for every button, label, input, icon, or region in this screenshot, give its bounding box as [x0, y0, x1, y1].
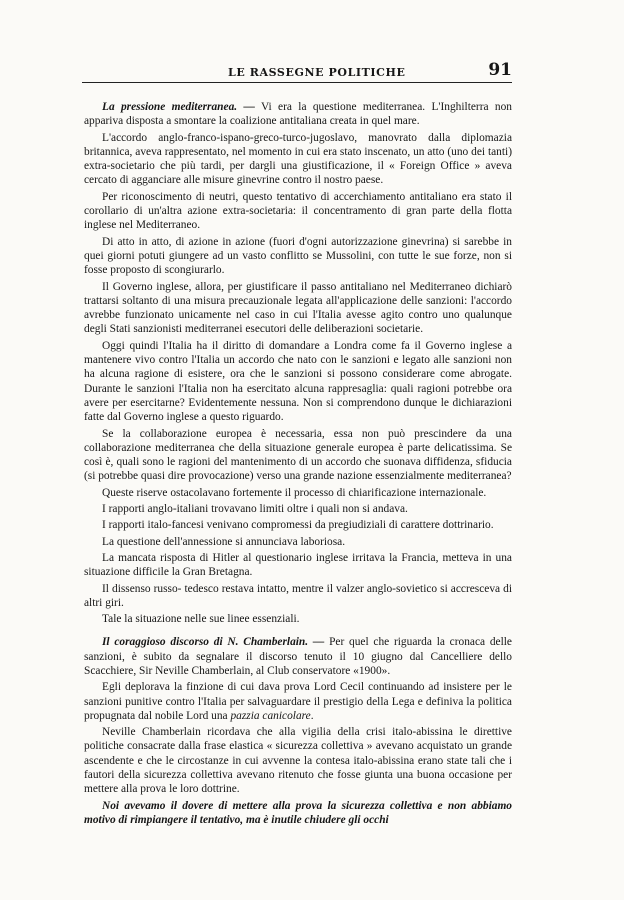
paragraph: La mancata risposta di Hitler al questionario inglese irritava la Francia, metteva in una situazione difficile la Gran Bretagna. [84, 551, 512, 579]
section-title-chamberlain: Il coraggioso discorso di N. Chamberlain. — [102, 636, 325, 649]
paragraph: Per riconoscimento di neutri, questo tentativo di accerchiamento antitaliano era stato il corollario di un'altra azione extra-societaria: il concentramento di gran parte della flotta inglese nel Mediterraneo. [84, 190, 512, 232]
paragraph: La questione dell'annessione si annunciava laboriosa. [102, 535, 346, 548]
paragraph: Queste riserve ostacolavano fortemente il processo di chiarificazione internazionale. [102, 486, 487, 499]
paragraph: Se la collaborazione europea è necessaria, essa non può prescindere da una collaborazione mediterranea che della situazione generale europea è parte delicatissima. Se così è, quali sono le ragioni del mantenimento di un accordo che suonava diffidenza, sfiducia (si potrebbe quasi dire provocazione) verso una grande nazione essenzialmente mediterranea? [84, 427, 512, 483]
quoted-statement: Noi avevamo il dovere di mettere alla prova la sicurezza collettiva e non abbiamo motivo di rimpiangere il tentativo, ma è inutile chiudere gli occhi [84, 799, 512, 826]
running-title: LE RASSEGNE POLITICHE [228, 66, 406, 79]
paragraph: La pressione mediterranea. — Vi era la questione mediterranea. L'Inghilterra non appariva disposta a smontare la coalizione antitaliana creata in quel mare. [84, 101, 512, 128]
paragraph: Il dissenso russo- tedesco restava intatto, mentre il valzer anglo-sovietico si accresceva di altri giri. [84, 582, 512, 609]
section-title-pressione: La pressione mediterranea. — [102, 101, 255, 113]
paragraph: Di atto in atto, di azione in azione (fuori d'ogni autorizzazione ginevrina) si sarebbe in quei giorni potuti giungere ad un vasto conflitto se Mussolini, con tutte le sue forze, non si fosse proposto di scongiurarlo. [84, 235, 512, 277]
paragraph: Neville Chamberlain ricordava che alla vigilia della crisi italo-abissina le direttive politiche consacrate dalla frase elastica « sicurezza collettiva » avevano acquistato un grande ascendente e che le circostanze in cui avvenne la contesa italo-abissina erano state tali che i fautori della sicurezza collettiva avevano ritenuto che fosse giunta una buona occasione per mettere alla prova le loro dottrine. [84, 726, 512, 796]
paragraph [84, 799, 512, 828]
paragraph: Oggi quindi l'Italia ha il diritto di domandare a Londra come fa il Governo inglese a mantenere vivo contro l'Italia un accordo che nato con le sanzioni e legato alle sanzioni non ha alcuna ragione di esistere, ora che le sanzioni si possono considerare come abrogate. Durante le sanzioni l'Italia non ha esercitato alcuna rappresaglia: quali ragioni potrebbe ora avere per esercitarne? Evidentemente nessuna. Non si comprendono dunque le dichiarazioni fatte dal Governo inglese a questo riguardo. [84, 339, 512, 424]
paragraph: Il Governo inglese, allora, per giustificare il passo antitaliano nel Mediterraneo dichiarò trattarsi soltanto di una misura precauzionale legata all'applicazione delle sanzioni: l'accordo avrebbe funzionato unicamente nel caso in cui l'Italia avesse agito contro uno qualunque degli Stati sanzionisti mediterranei esecutori delle deliberazioni societarie. [84, 280, 512, 336]
paragraph: I rapporti anglo-italiani trovavano limiti oltre i quali non si andava. [102, 503, 408, 516]
article-body [84, 100, 512, 829]
header-rule [82, 82, 512, 83]
paragraph: L'accordo anglo-franco-ispano-greco-turco-jugoslavo, manovrato dalla diplomazia britannica, aveva rappresentato, nel momento in cui era stato inscenato, un atto (uno dei tanti) extra-societario che più tardi, per dargli una giustificazione, il « Foreign Office » aveva cercato di agganciare alle misure ginevrine contro il nostro paese. [84, 131, 512, 187]
page-number: 91 [488, 60, 512, 80]
italic-phrase: pazzia canicolare [230, 709, 311, 722]
paragraph: Il coraggioso discorso di N. Chamberlain. — Per quel che riguarda la cronaca delle sanzioni, è subito da segnalare il discorso tenuto il 10 giugno dal Cancelliere dello Scacchiere, Sir Neville Chamberlain, al Club conservatore «1900». [84, 636, 512, 677]
paragraph: Egli deplorava la finzione di cui dava prova Lord Cecil continuando ad insistere per le sanzioni punitive contro l'Italia per salvaguardare il prestigio della Lega e definiva la politica propugnata dal nobile Lord una pazzia canicolare. [84, 681, 512, 722]
page-header [82, 60, 512, 82]
paragraph: I rapporti italo-fancesi venivano compromessi da pregiudiziali di carattere dottrinario. [102, 519, 494, 532]
paragraph: Tale la situazione nelle sue linee essenziali. [102, 613, 300, 626]
